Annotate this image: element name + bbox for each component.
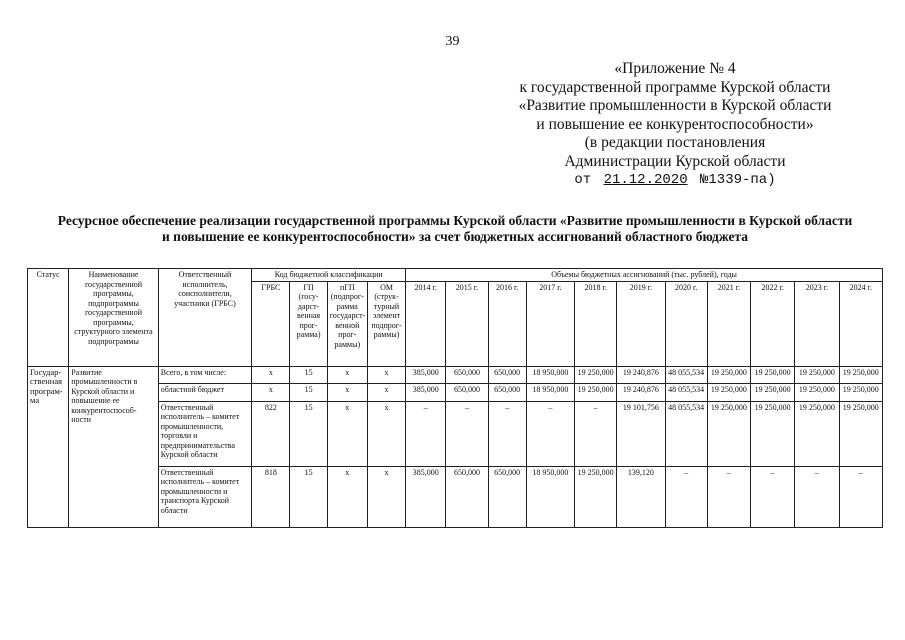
- header-year: 2020 г.: [665, 281, 707, 366]
- value-cell: 19 250,000: [707, 366, 750, 383]
- budget-table: [27, 268, 883, 528]
- grbs-cell: 818: [252, 466, 290, 527]
- value-cell: 19 250,000: [575, 366, 617, 383]
- value-cell: 650,000: [446, 383, 488, 401]
- header-year: 2022 г.: [751, 281, 795, 366]
- value-cell: –: [707, 466, 750, 527]
- value-cell: 19 250,000: [839, 366, 882, 383]
- value-cell: –: [795, 466, 839, 527]
- gp-cell: 15: [290, 366, 327, 383]
- value-cell: 385,000: [406, 466, 446, 527]
- header-year: 2019 г.: [617, 281, 665, 366]
- value-cell: 19 250,000: [751, 383, 795, 401]
- header-year: 2018 г.: [575, 281, 617, 366]
- gp-cell: 15: [290, 383, 327, 401]
- om-cell: x: [367, 466, 405, 527]
- executor-cell: Всего, в том числе:: [158, 366, 252, 383]
- value-cell: 48 055,534: [665, 366, 707, 383]
- executor-cell: Ответственный исполнитель – комитет промышленности, торговли и предпринимательства Курской области: [158, 401, 252, 466]
- value-cell: 19 250,000: [707, 401, 750, 466]
- header-row-1: [28, 269, 883, 282]
- appendix-line-1: «Приложение № 4: [614, 60, 736, 77]
- value-cell: –: [665, 466, 707, 527]
- value-cell: 48 055,534: [665, 401, 707, 466]
- value-cell: –: [526, 401, 574, 466]
- header-year: 2024 г.: [839, 281, 882, 366]
- value-cell: 650,000: [446, 366, 488, 383]
- value-cell: 48 055,534: [665, 383, 707, 401]
- value-cell: 385,000: [406, 366, 446, 383]
- value-cell: 650,000: [488, 366, 526, 383]
- value-cell: 19 250,000: [575, 466, 617, 527]
- executor-cell: областной бюджет: [158, 383, 252, 401]
- value-cell: 650,000: [488, 466, 526, 527]
- title-line-1: Ресурсное обеспечение реализации государственной программы Курской области «Развитие промышленности в Курской области: [57, 213, 853, 228]
- header-executor: Ответственный исполнитель, соисполнители, участники (ГРБС): [158, 269, 252, 367]
- pgp-cell: x: [327, 383, 367, 401]
- appendix-line-5: (в редакции постановления: [584, 134, 766, 151]
- value-cell: 19 101,756: [617, 401, 665, 466]
- value-cell: –: [751, 466, 795, 527]
- grbs-cell: x: [252, 383, 290, 401]
- executor-cell: Ответственный исполнитель – комитет промышленности и транспорта Курской области: [158, 466, 252, 527]
- header-budget-code: Код бюджетной классификации: [252, 269, 406, 282]
- value-cell: –: [406, 401, 446, 466]
- pgp-cell: x: [327, 466, 367, 527]
- value-cell: –: [839, 466, 882, 527]
- value-cell: 385,000: [406, 383, 446, 401]
- decree-number: №1339-па): [700, 172, 776, 188]
- value-cell: 19 250,000: [751, 366, 795, 383]
- appendix-date-line: [500, 171, 850, 190]
- header-grbs: ГРБС: [252, 281, 290, 366]
- om-cell: x: [367, 383, 405, 401]
- value-cell: 19 250,000: [707, 383, 750, 401]
- pgp-cell: x: [327, 366, 367, 383]
- header-year: 2015 г.: [446, 281, 488, 366]
- header-year: 2017 г.: [526, 281, 574, 366]
- appendix-line-3: «Развитие промышленности в Курской области: [518, 97, 832, 114]
- program-name: Развитие промышленности в Курской области и повышение ее конкурентоспособ-ности: [69, 366, 159, 527]
- gp-cell: 15: [290, 466, 327, 527]
- value-cell: 19 250,000: [751, 401, 795, 466]
- om-cell: x: [367, 366, 405, 383]
- header-year: 2023 г.: [795, 281, 839, 366]
- value-cell: 139,120: [617, 466, 665, 527]
- header-status: Статус: [28, 269, 69, 367]
- appendix-header: [500, 60, 850, 190]
- grbs-cell: x: [252, 366, 290, 383]
- value-cell: 19 250,000: [575, 383, 617, 401]
- value-cell: 19 240,876: [617, 366, 665, 383]
- pgp-cell: x: [327, 401, 367, 466]
- value-cell: 19 250,000: [839, 383, 882, 401]
- value-cell: 650,000: [488, 383, 526, 401]
- value-cell: 18 950,000: [526, 366, 574, 383]
- value-cell: 19 250,000: [795, 366, 839, 383]
- gp-cell: 15: [290, 401, 327, 466]
- table-row: [28, 366, 883, 383]
- value-cell: –: [575, 401, 617, 466]
- appendix-line-6: Администрации Курской области: [564, 152, 786, 170]
- appendix-line-4: и повышение ее конкурентоспособности»: [536, 115, 814, 133]
- decree-date: 21.12.2020: [603, 172, 688, 188]
- header-volumes: Объемы бюджетных ассигнований (тыс. рублей), годы: [406, 269, 883, 282]
- value-cell: 18 950,000: [526, 383, 574, 401]
- grbs-cell: 822: [252, 401, 290, 466]
- value-cell: 19 240,876: [617, 383, 665, 401]
- from-label: от: [574, 172, 592, 188]
- title-line-2: и повышение ее конкурентоспособности» за счет бюджетных ассигнований областного бюджета: [162, 229, 748, 244]
- header-year: 2016 г.: [488, 281, 526, 366]
- value-cell: 19 250,000: [839, 401, 882, 466]
- header-om: ОМ (струк-турный элемент подпрог-раммы): [367, 281, 405, 366]
- value-cell: 19 250,000: [795, 401, 839, 466]
- header-gp: ГП (госу-дарст-венная прог-рамма): [290, 281, 327, 366]
- value-cell: 18 950,000: [526, 466, 574, 527]
- header-year: 2014 г.: [406, 281, 446, 366]
- appendix-line-2: к государственной программе Курской области: [519, 78, 831, 96]
- page-number: 39: [445, 34, 460, 49]
- header-name: Наименование государственной программы, подпрограммы государственной программы, структурного элемента подпрограммы: [69, 269, 159, 367]
- document-title: [50, 213, 860, 245]
- header-year: 2021 г.: [707, 281, 750, 366]
- value-cell: 650,000: [446, 466, 488, 527]
- om-cell: x: [367, 401, 405, 466]
- header-pgp: пГП (подпрог-рамма государст-венной прог-раммы): [327, 281, 367, 366]
- value-cell: –: [446, 401, 488, 466]
- value-cell: –: [488, 401, 526, 466]
- value-cell: 19 250,000: [795, 383, 839, 401]
- program-status: Государ-ственная програм-ма: [28, 366, 69, 527]
